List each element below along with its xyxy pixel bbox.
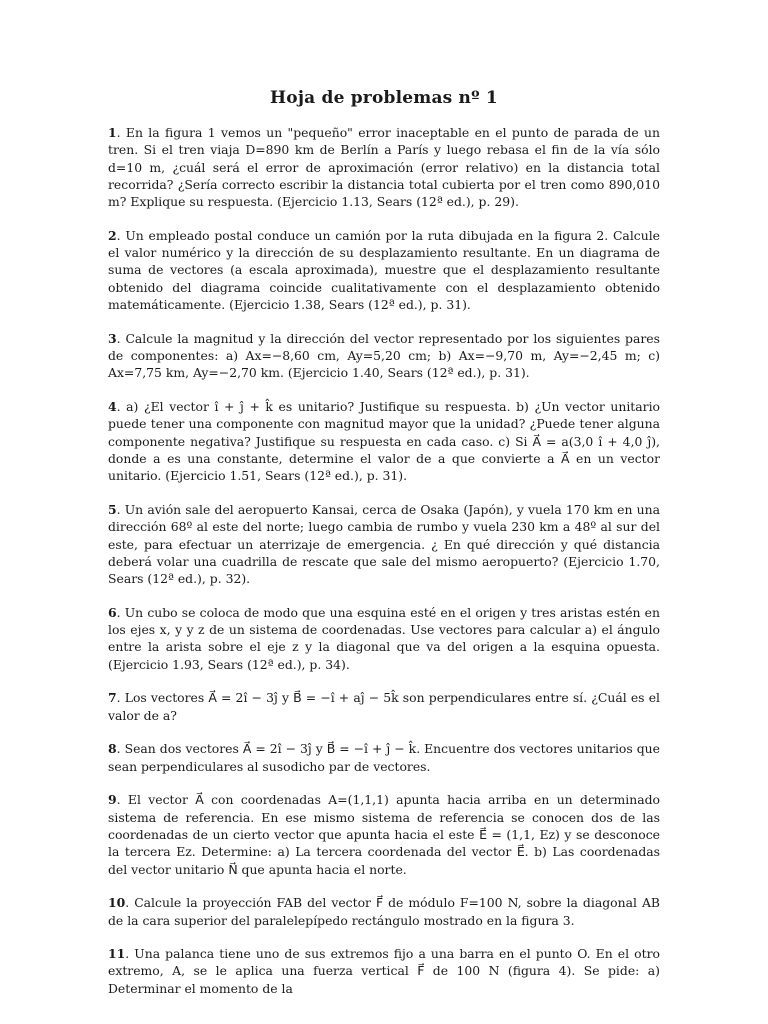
problem-10 bbox=[108, 894, 660, 929]
problem-2 bbox=[108, 227, 660, 313]
problem-8 bbox=[108, 740, 660, 775]
problem-text: . Calcule la magnitud y la dirección del vector representado por los siguientes pares de componentes: a) Ax=−8,60 cm, Ay=5,20 cm; b) Ax=−9,70 m, Ay=−2,45 m; c) Ax=7,75 km, Ay=−2,70 km. (Ejercicio 1.40, Sears (12ª ed.), p. 31). bbox=[108, 330, 660, 381]
problem-text: . Un avión sale del aeropuerto Kansai, cerca de Osaka (Japón), y vuela 170 km en una dirección 68º al este del norte; luego cambia de rumbo y vuela 230 km a 48º al sur del este, para efectuar un aterrizaje de emergencia. ¿ En qué dirección y qué distancia deberá volar una cuadrilla de rescate que sale del mismo aeropuerto? (Ejercicio 1.70, Sears (12ª ed.), p. 32). bbox=[108, 501, 660, 587]
problem-1 bbox=[108, 124, 660, 210]
problem-text: . Los vectores A⃗ = 2î − 3ĵ y B⃗ = −î + aĵ − 5k̂ son perpendiculares entre sí. ¿Cuál es el valor de a? bbox=[108, 690, 660, 723]
problem-number: 8 bbox=[108, 741, 117, 757]
problem-number: 9 bbox=[108, 792, 117, 808]
problem-text: . a) ¿El vector î + ĵ + k̂ es unitario? Justifique su respuesta. b) ¿Un vector unitario puede tener una componente con magnitud mayor que la unidad? ¿Puede tener alguna componente negativa? Justifique su respuesta en cada caso. c) Si A⃗ = a(3,0 î + 4,0 ĵ), donde a es una constante, determine el valor de a que convierte a A⃗ en un vector unitario. (Ejercicio 1.51, Sears (12ª ed.), p. 31). bbox=[108, 399, 660, 484]
problem-text: . Un cubo se coloca de modo que una esquina esté en el origen y tres aristas estén en los ejes x, y y z de un sistema de coordenadas. Use vectores para calcular a) el ángulo entre la arista sobre el eje z y la diagonal que va del origen a la esquina opuesta. (Ejercicio 1.93, Sears (12ª ed.), p. 34). bbox=[108, 604, 660, 672]
problem-text: . El vector A⃗ con coordenadas A=(1,1,1) apunta hacia arriba en un determinado sistema de referencia. En ese mismo sistema de referencia se conocen dos de las coordenadas de un cierto vector que apunta hacia el este E⃗ = (1,1, Ez) y se desconoce la tercera Ez. Determine: a) La tercera coordenada del vector E⃗. b) Las coordenadas del vector unitario N⃗ que apunta hacia el norte. bbox=[108, 792, 660, 877]
problem-text: . Un empleado postal conduce un camión por la ruta dibujada en la figura 2. Calcule el valor numérico y la dirección de su desplazamiento resultante. En un diagrama de suma de vectores (a escala aproximada), muestre que el desplazamiento resultante obtenido del diagrama coincide cualitativamente con el desplazamiento obtenido matemáticamente. (Ejercicio 1.38, Sears (12ª ed.), p. 31). bbox=[108, 227, 660, 313]
problem-4 bbox=[108, 398, 660, 484]
problem-3 bbox=[108, 330, 660, 382]
problem-text: . Calcule la proyección FAB del vector F⃗ de módulo F=100 N, sobre la diagonal AB de la cara superior del paralelepípedo rectángulo mostrado en la figura 3. bbox=[108, 895, 660, 928]
problem-9 bbox=[108, 791, 660, 877]
problem-number: 4 bbox=[108, 399, 117, 415]
problem-number: 7 bbox=[108, 690, 117, 706]
problem-number: 11 bbox=[108, 946, 126, 962]
problem-text: . Sean dos vectores A⃗ = 2î − 3ĵ y B⃗ = −î + ĵ − k̂. Encuentre dos vectores unitarios que sean perpendiculares al susodicho par de vectores. bbox=[108, 741, 660, 774]
problem-11 bbox=[108, 945, 660, 997]
problem-number: 6 bbox=[108, 604, 117, 620]
problem-5 bbox=[108, 501, 660, 587]
problem-list bbox=[108, 124, 660, 1013]
problem-text: . En la figura 1 vemos un "pequeño" error inaceptable en el punto de parada de un tren. Si el tren viaja D=890 km de Berlín a París y luego rebasa el fin de la vía sólo d=10 m, ¿cuál será el error de aproximación (error relativo) en la distancia total recorrida? ¿Sería correcto escribir la distancia total cubierta por el tren como 890,010 m? Explique su respuesta. (Ejercicio 1.13, Sears (12ª ed.), p. 29). bbox=[108, 125, 660, 210]
problem-6 bbox=[108, 604, 660, 673]
problem-number: 10 bbox=[108, 895, 126, 911]
problem-number: 1 bbox=[108, 125, 117, 140]
problem-number: 5 bbox=[108, 501, 117, 517]
problem-number: 3 bbox=[108, 330, 117, 346]
problem-number: 2 bbox=[108, 227, 117, 243]
problem-7 bbox=[108, 689, 660, 724]
problem-text: . Una palanca tiene uno de sus extremos fijo a una barra en el punto O. En el otro extremo, A, se le aplica una fuerza vertical F⃗ de 100 N (figura 4). Se pide: a) Determinar el momento de la bbox=[108, 946, 660, 996]
page-title: Hoja de problemas nº 1 bbox=[270, 88, 498, 108]
